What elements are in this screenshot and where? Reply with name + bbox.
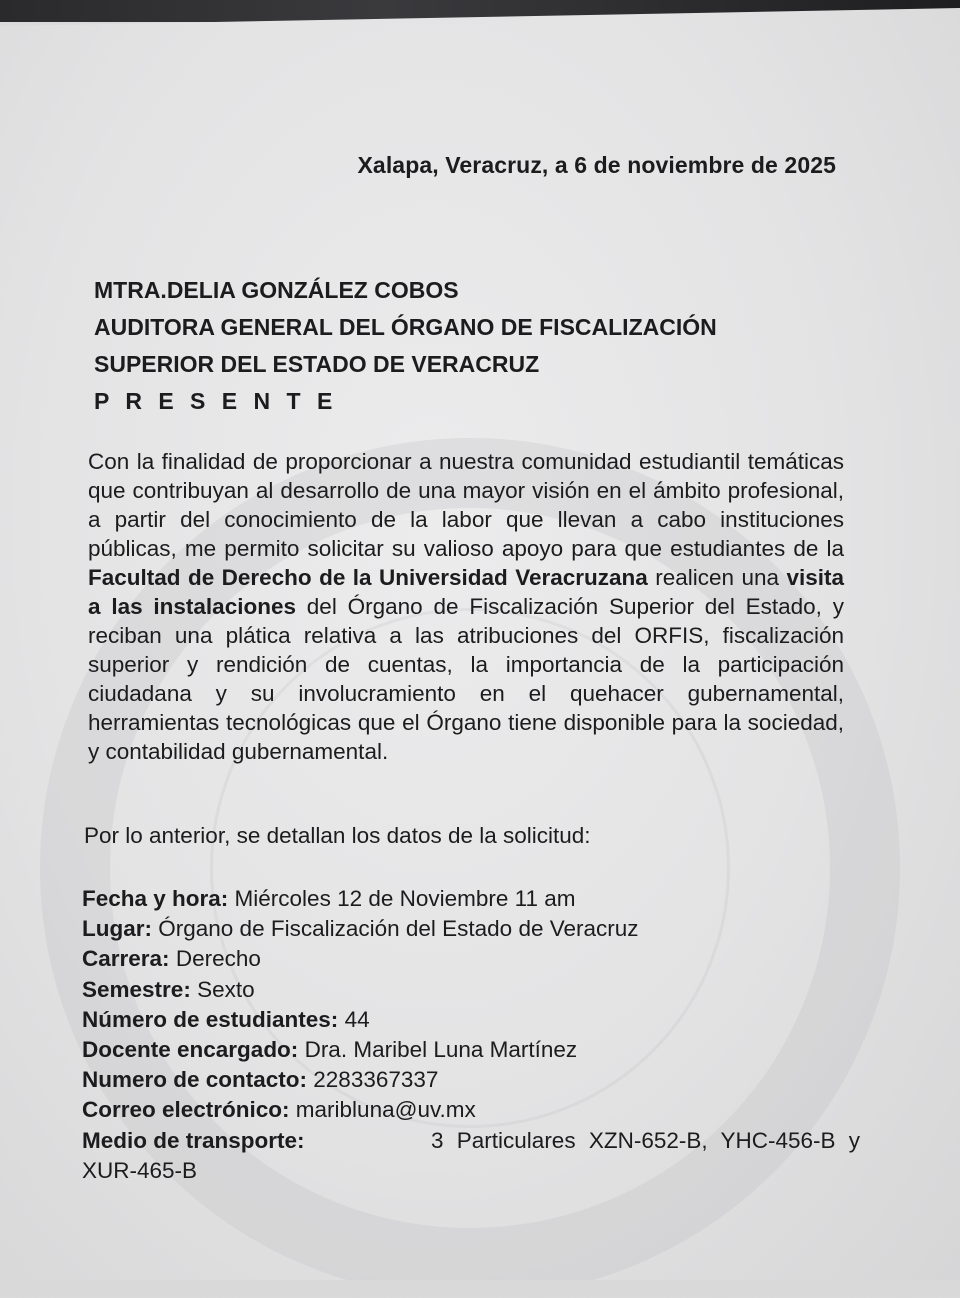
detail-row-transporte-cont [82,1156,860,1186]
details-intro: Por lo anterior, se detallan los datos de la solicitud: [84,823,591,848]
detail-row-fecha [82,884,860,914]
detail-value: XUR-465-B [82,1157,198,1183]
detail-row-correo [82,1095,860,1125]
detail-row-docente [82,1035,860,1065]
detail-label: Número de estudiantes: [82,1006,339,1032]
request-details [82,884,860,1186]
salutation: P R E S E N T E [94,388,338,414]
detail-value: Dra. Maribel Luna Martínez [298,1037,578,1063]
addressee-title-line2: SUPERIOR DEL ESTADO DE VERACRUZ [94,351,540,377]
detail-value: Sexto [190,976,255,1002]
detail-row-semestre [82,975,860,1005]
detail-value: 44 [338,1006,370,1032]
detail-row-estudiantes [82,1005,860,1035]
letter-date: Xalapa, Veracruz, a 6 de noviembre de 2025 [357,152,836,178]
addressee-title-line1: AUDITORA GENERAL DEL ÓRGANO DE FISCALIZACIÓN [94,314,717,340]
detail-row-lugar [82,914,860,944]
detail-row-transporte [82,1126,860,1156]
detail-value: Órgano de Fiscalización del Estado de Veracruz [152,916,639,942]
detail-label: Lugar: [82,916,152,942]
body-bold-visit: visita a las instalaciones [88,565,844,619]
body-paragraph [88,447,844,766]
detail-value: 2283367337 [307,1067,439,1093]
detail-value: maribluna@uv.mx [289,1097,476,1123]
addressee-name: MTRA.DELIA GONZÁLEZ COBOS [94,277,459,303]
body-part2: realicen una [647,565,787,590]
detail-label: Docente encargado: [82,1037,299,1063]
detail-label: Correo electrónico: [82,1097,290,1123]
body-bold-faculty: Facultad de Derecho de la Universidad Veracruzana [88,565,648,590]
detail-row-contacto [82,1065,860,1095]
detail-value: Miércoles 12 de Noviembre 11 am [228,886,576,911]
detail-row-carrera [82,944,860,974]
detail-value: 3 Particulares XZN-652-B, YHC-456-B y [431,1127,860,1153]
body-part1: Con la finalidad de proporcionar a nuestra comunidad estudiantil temáticas que contribuyan al desarrollo de una mayor visión en el ámbito profesional, a partir del conocimiento de la labor que llevan a cabo instituciones públicas, me permito solicitar su valioso apoyo para que estudiantes de la [88,449,844,561]
detail-label: Carrera: [82,946,170,972]
detail-label: Numero de contacto: [82,1067,308,1093]
addressee-block [94,272,717,420]
detail-label: Fecha y hora: [82,886,229,911]
detail-label: Semestre: [82,976,191,1002]
detail-value: Derecho [169,946,261,972]
detail-label: Medio de transporte: [82,1127,305,1153]
body-part3: del Órgano de Fiscalización Superior del Estado, y reciban una plática relativa a las atribuciones del ORFIS, fiscalización superior y rendición de cuentas, la importancia de la participación ciudadana y su involucramiento en el quehacer gubernamental, herramientas tecnológicas que el Órgano tiene disponible para la sociedad, y contabilidad gubernamental. [88,594,844,764]
